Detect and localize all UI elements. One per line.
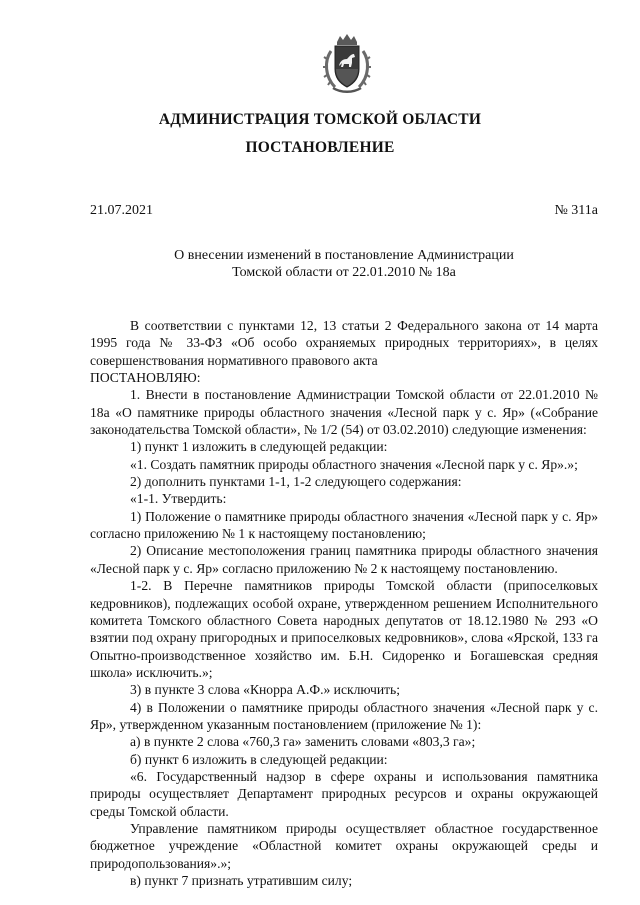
body-paragraph: 1) пункт 1 изложить в следующей редакции:	[130, 439, 388, 455]
document-date: 21.07.2021	[90, 203, 153, 218]
body-paragraph: в) пункт 7 признать утратившим силу;	[130, 873, 353, 888]
document-number: № 311а	[554, 203, 598, 218]
body-paragraph: 1-2. В Перечне памятников природы Томской области (припоселковых кедровников), подлежащих особой охране, утвержденном решением Исполнительного комитета Томского областного Совета народных депутатов от 18.12.1980 № 293 «О взятии под охрану пригородных и припоселковых кедровников», слова «Ярской, 133 га Опытно-производственное хозяйство им. Б.Н. Сидоренко и Богашевская средняя школа» исключить.»;	[90, 578, 598, 680]
body-paragraph: Управление памятником природы осуществляет областное государственное бюджетное учреждение «Областной комитет охраны окружающей среды и природопользования».»;	[90, 820, 598, 871]
document-body	[90, 317, 598, 889]
body-paragraph-resolve: ПОСТАНОВЛЯЮ:	[90, 370, 201, 386]
body-paragraph: «1-1. Утвердить:	[130, 491, 227, 507]
body-paragraph: «6. Государственный надзор в сфере охраны и использования памятника природы осуществляет Департамент природных ресурсов и охраны окружающей среды Томской области.	[90, 768, 598, 819]
body-paragraph: «1. Создать памятник природы областного значения «Лесной парк у с. Яр».»;	[130, 456, 578, 472]
body-paragraph: 2) Описание местоположения границ памятника природы областного значения «Лесной парк у с. Яр» согласно приложению № 2 к настоящему постановлению.	[90, 543, 598, 576]
body-paragraph: 1) Положение о памятнике природы областного значения «Лесной парк у с. Яр» согласно приложению № 1 к настоящему постановлению;	[90, 508, 598, 542]
body-paragraph: 3) в пункте 3 слова «Кнорра А.Ф.» исключить;	[130, 682, 401, 698]
body-paragraph: 2) дополнить пунктами 1-1, 1-2 следующего содержания:	[130, 474, 462, 490]
document-type-title: ПОСТАНОВЛЕНИЕ	[245, 139, 395, 156]
tomsk-oblast-coat-of-arms-icon	[321, 33, 373, 95]
subject-line-1: О внесении изменений в постановление Администрации	[174, 248, 514, 263]
body-paragraph: 1. Внести в постановление Администрации Томской области от 22.01.2010 № 18а «О памятнике природы областного значения «Лесной парк у с. Яр» («Собрание законодательства Томской области», № 1/2 (54) от 03.02.2010) следующие изменения:	[90, 387, 598, 438]
subject-line-2: Томской области от 22.01.2010 № 18а	[232, 265, 456, 280]
body-paragraph: а) в пункте 2 слова «760,3 га» заменить словами «803,3 га»;	[130, 734, 476, 750]
body-paragraph: б) пункт 6 изложить в следующей редакции:	[130, 751, 388, 767]
body-paragraph-preamble: В соответствии с пунктами 12, 13 статьи 2 Федерального закона от 14 марта 1995 года № 33-ФЗ «Об особо охраняемых природных территориях», в целях совершенствования нормативного правового акта	[90, 318, 598, 368]
body-paragraph: 4) в Положении о памятнике природы областного значения «Лесной парк у с. Яр», утвержденном указанным постановлением (приложение № 1):	[90, 699, 598, 732]
organization-title: АДМИНИСТРАЦИЯ ТОМСКОЙ ОБЛАСТИ	[158, 111, 482, 128]
document-subject	[90, 247, 598, 281]
